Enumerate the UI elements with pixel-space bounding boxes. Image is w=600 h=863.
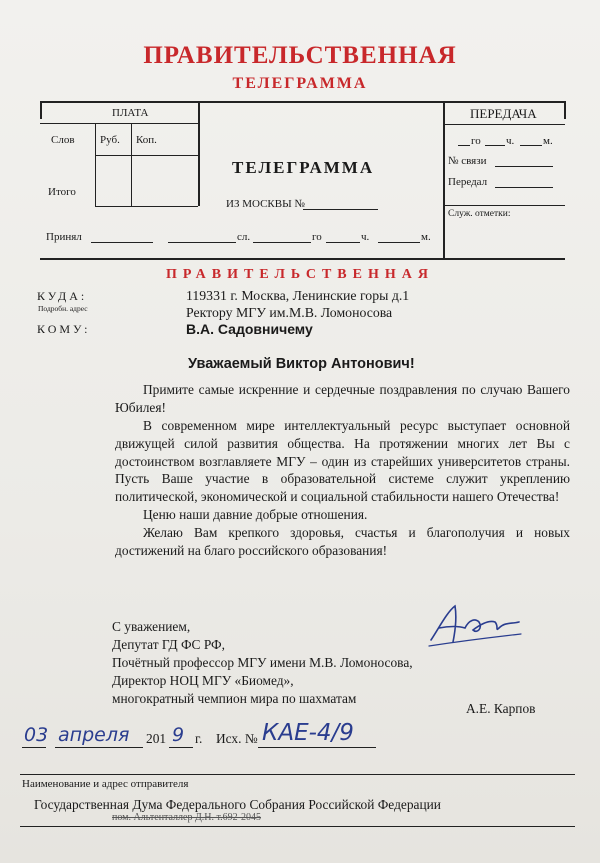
iz-moskvy-label: ИЗ МОСКВЫ № [226,198,305,210]
kuda-address-line1: 119331 г. Москва, Ленинские горы д.1 [186,288,410,303]
letter-paragraph-3: Ценю наши давние добрые отношения. [143,507,368,522]
signature-line-1: С уважением, [112,619,191,634]
kuda-label: КУДА: [37,289,88,303]
slov-label: Слов [51,134,75,146]
date-year-prefix: 201 [146,731,167,746]
signatory-name: А.Е. Карпов [466,701,536,716]
sl-label: сл. [237,231,251,243]
ref-number-label: Исх. № [216,731,258,746]
rub-label: Руб. [100,134,120,146]
letter-greeting: Уважаемый Виктор Антонович! [188,356,415,372]
signature-line-4: Директор НОЦ МГУ «Биомед», [112,673,294,688]
category-label: ПРАВИТЕЛЬСТВЕННАЯ [166,267,434,282]
right-m-label: м. [543,135,553,147]
itogo-label: Итого [48,186,76,198]
komu-label: КОМУ: [37,322,91,336]
telegram-header-subtitle: ТЕЛЕГРАММА [232,75,368,92]
go-label: го [312,231,322,243]
kop-label: Коп. [136,134,157,146]
signature-line-2: Депутат ГД ФС РФ, [112,637,225,652]
prinyal-label: Принял [46,231,82,243]
form-telegram-title: ТЕЛЕГРАММА [232,158,375,177]
ref-number-value: КАЕ-4/9 [262,720,354,746]
date-year-digit: 9 [172,724,185,746]
plata-label: ПЛАТА [112,107,149,119]
letter-paragraph-2: В современном мире интеллектуальный ресурс выступает основной движущей силой развития общества. На протяжении многих лет Вы с достоинством возглавляете МГУ – один из старейших университетов страны. Пусть Ваше участие в образовательной системе служит укреплению политической, экономической и социальной стабильности нашего Отечества! [115,418,570,505]
letter-paragraph-1: Примите самые искренние и сердечные поздравления по случаю Вашего Юбилея! [115,382,570,415]
handwritten-signature [425,598,525,658]
signature-line-3: Почётный профессор МГУ имени М.В. Ломоносова, [112,655,413,670]
peredacha-label: ПЕРЕДАЧА [470,106,537,121]
iz-moskvy-field [303,209,378,210]
recipient-name: В.А. Садовничему [186,321,313,337]
kuda-address-line2: Ректору МГУ им.М.В. Ломоносова [186,305,393,320]
sluzh-otmetki-label: Служ. отметки: [448,209,511,219]
date-day: 03 [24,724,49,746]
sender-label: Наименование и адрес отправителя [22,778,189,790]
m-label: м. [421,231,431,243]
date-month: апреля [58,724,130,746]
podrobn-adres-label: Подробн. адрес [38,304,88,313]
sender-organization: Государственная Дума Федерального Собрания Российской Федерации [34,797,441,812]
right-go-label: го [471,135,481,147]
telegram-header-title: ПРАВИТЕЛЬСТВЕННАЯ [143,42,457,69]
peredal-label: Передал [448,176,488,188]
letter-paragraph-4: Желаю Вам крепкого здоровья, счастья и благополучия и новых достижений на благо российского образования! [115,525,570,558]
ch-label: ч. [361,231,370,243]
sender-divider [20,774,575,775]
no-svyazi-label: № связи [448,155,487,167]
right-ch-label: ч. [506,135,515,147]
signature-line-5: многократный чемпион мира по шахматам [112,691,357,706]
sender-address: пом. Альтенталлер Д.Н. т.692-2045 [112,812,261,823]
date-year-suffix: г. [195,731,203,746]
